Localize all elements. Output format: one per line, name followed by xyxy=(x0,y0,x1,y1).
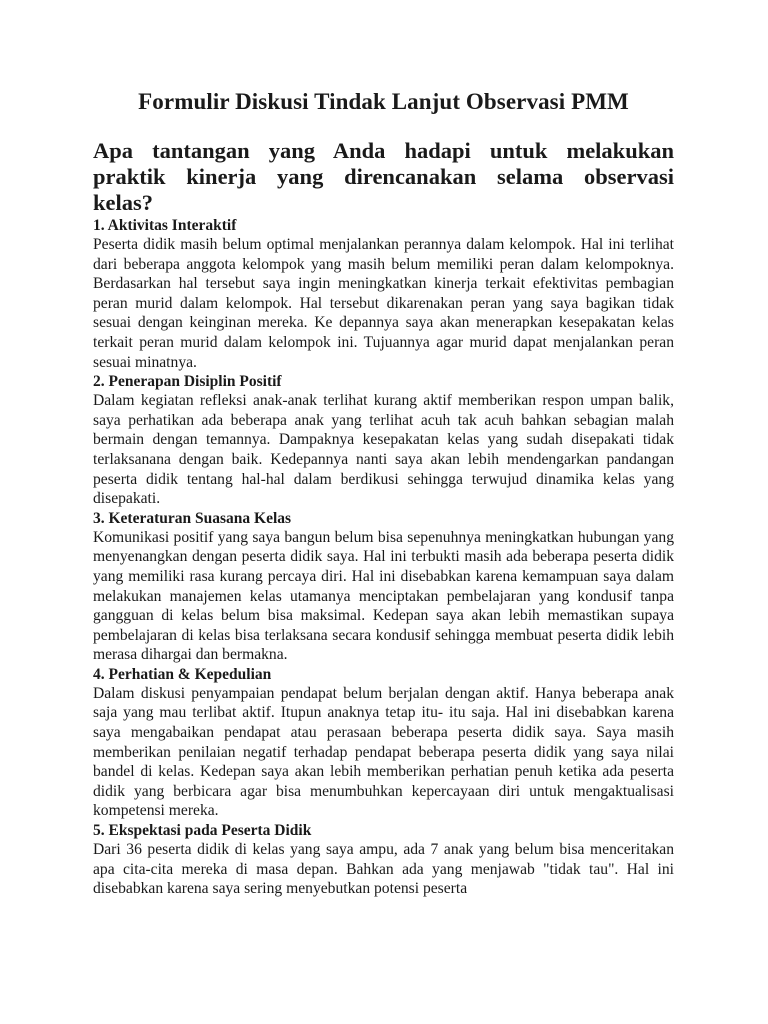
section-body: Komunikasi positif yang saya bangun belum bisa sepenuhnya meningkatkan hubungan yang menyenangkan dengan peserta didik saya. Hal ini terbukti masih ada beberapa peserta didik yang memiliki rasa kurang percaya diri. Hal ini disebabkan karena kemampuan saya dalam melakukan manajemen kelas utamanya menciptakan pembelajaran yang kondusif tanpa gangguan di kelas belum bisa maksimal. Kedepan saya akan lebih memastikan supaya pembelajaran di kelas bisa terlaksana secara kondusif sehingga membuat peserta didik lebih merasa dihargai dan bermakna. xyxy=(93,528,674,664)
section-body: Dalam kegiatan refleksi anak-anak terlihat kurang aktif memberikan respon umpan balik, saya perhatikan ada beberapa anak yang terlihat acuh tak acuh bahkan sebagian malah bermain dengan temannya. Dampaknya kesepakatan kelas yang sudah disepakati tidak terlaksanana dengan baik. Kedepannya nanti saya akan lebih mendengarkan pandangan peserta didik tentang hal-hal dalam berdikusi sehingga terwujud dinamika kelas yang disepakati. xyxy=(93,392,674,508)
section-2 xyxy=(93,372,674,509)
section-heading: 1. Aktivitas Interaktif xyxy=(93,217,237,234)
section-4 xyxy=(93,665,674,821)
section-body: Peserta didik masih belum optimal menjalankan perannya dalam kelompok. Hal ini terlihat dari beberapa anggota kelompok yang masih belum memiliki peran dalam kelompoknya. Berdasarkan hal tersebut saya ingin meningkatkan kinerja terkait efektivitas pembagian peran murid dalam kelompok. Hal tersebut dikarenakan peran yang saya bagikan tidak sesuai dengan keinginan mereka. Ke depannya saya akan menerapkan kesepakatan kelas terkait peran murid dalam kelompok ini. Tujuannya agar murid dapat menjalankan peran sesuai minatnya. xyxy=(93,236,674,371)
section-heading: 4. Perhatian & Kepedulian xyxy=(93,665,272,683)
section-5 xyxy=(93,821,674,899)
section-heading: 3. Keteraturan Suasana Kelas xyxy=(93,509,292,527)
section-body: Dalam diskusi penyampaian pendapat belum berjalan dengan aktif. Hanya beberapa anak saja yang mau terlibat aktif. Itupun anaknya tetap itu- itu saja. Hal ini disebabkan karena saya mengabaikan pendapat atau perasaan beberapa peserta didik saya. Saya masih memberikan penilaian negatif terhadap pendapat beberapa peserta didik yang saya nilai bandel di kelas. Kedepan saya akan lebih memberikan perhatian penuh ketika ada peserta didik yang berbicara agar bisa menumbuhkan kepercayaan diri untuk mengaktualisasi kompetensi mereka. xyxy=(93,684,674,820)
section-1 xyxy=(93,216,674,372)
section-heading: 2. Penerapan Disiplin Positif xyxy=(93,373,282,391)
section-body: Dari 36 peserta didik di kelas yang saya ampu, ada 7 anak yang belum bisa menceritakan apa cita-cita mereka di masa depan. Bahkan ada yang menjawab "tidak tau". Hal ini disebabkan karena saya sering menyebutkan potensi peserta xyxy=(93,841,674,898)
document-title: Formulir Diskusi Tindak Lanjut Observasi PMM xyxy=(138,89,629,114)
question-heading: Apa tantangan yang Anda hadapi untuk melakukan praktik kinerja yang direncanakan selama observasi kelas? xyxy=(93,138,674,215)
section-3 xyxy=(93,509,674,665)
section-heading: 5. Ekspektasi pada Peserta Didik xyxy=(93,822,312,840)
